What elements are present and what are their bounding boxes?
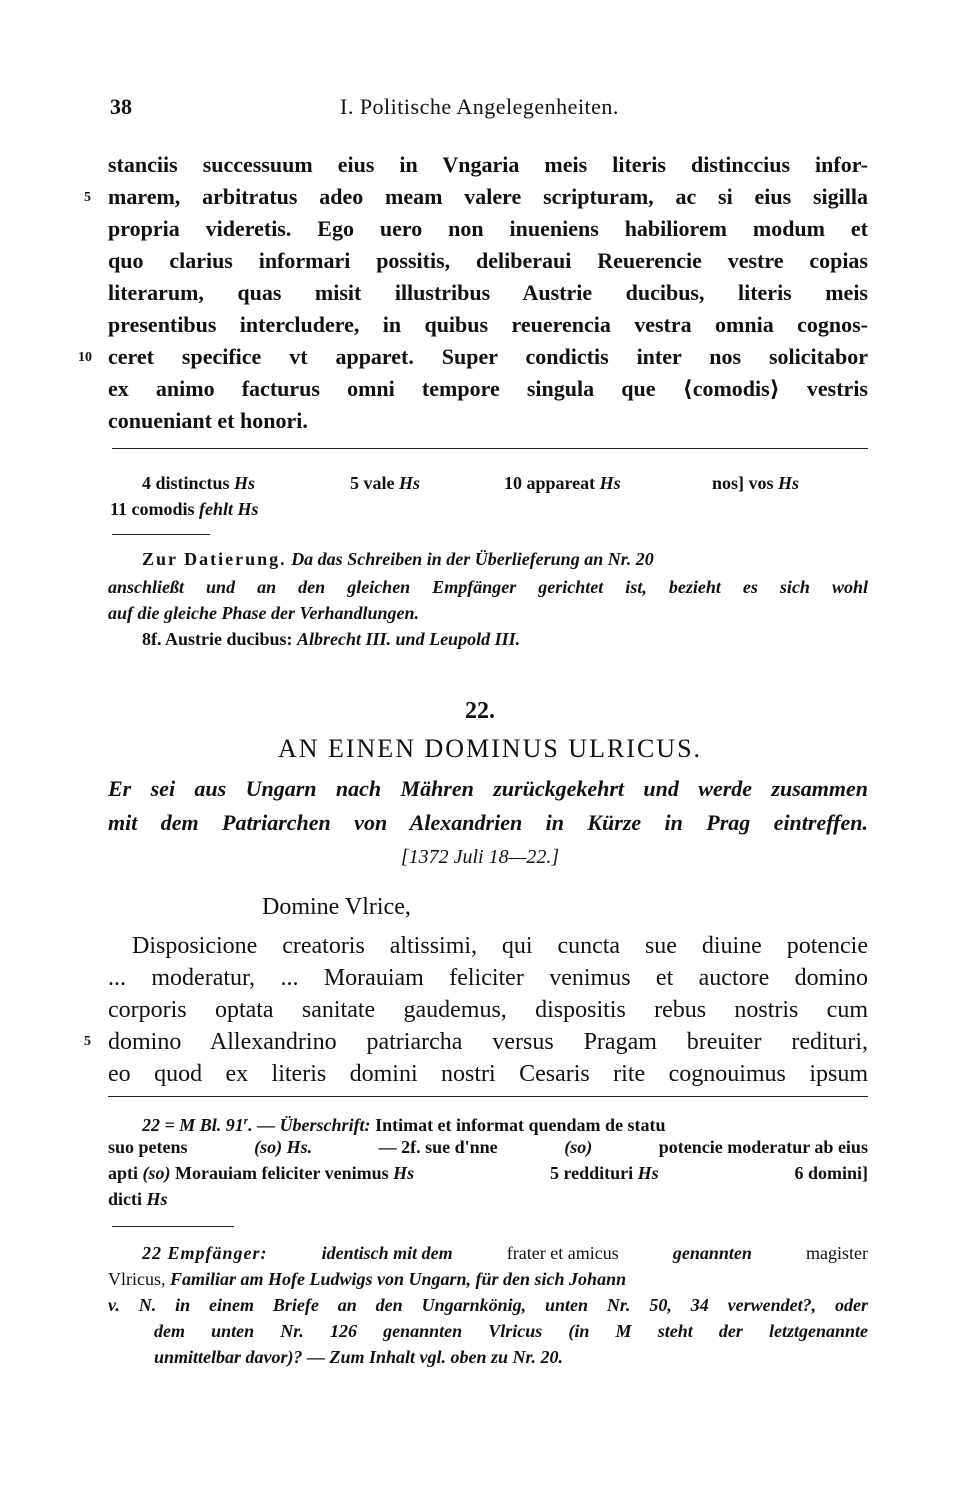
line-number: 5 [84, 1034, 91, 1049]
commentary-line: v. N. in einem Briefe an den Ungarnkönig, unten Nr. 50, 34 verwendet?, oder [108, 1295, 868, 1315]
apparatus-line: suo petens (so) Hs. — 2f. sue d'nne (so) potencie moderatur ab eius [108, 1137, 868, 1157]
running-title: I. Politische Angelegenheiten. [340, 94, 619, 119]
short-divider [112, 1226, 234, 1227]
dating-note-line: 8f. Austrie ducibus: Albrecht III. und Leupold III. [142, 629, 521, 649]
body-line: domino Allexandrino patriarcha versus Pragam breuiter redituri, [108, 1029, 868, 1055]
commentary-line: unmittelbar davor)? — Zum Inhalt vgl. oben zu Nr. 20. [154, 1347, 564, 1367]
dating-note-line: Zur Datierung. Da das Schreiben in der Überlieferung an Nr. 20 [142, 549, 654, 569]
body-line: stanciis successuum eius in Vngaria meis literis distinccius infor- [108, 152, 868, 177]
letter-summary: mit dem Patriarchen von Alexandrien in Kürze in Prag eintreffen. [108, 810, 868, 835]
divider [112, 448, 868, 449]
page-number: 38 [110, 94, 132, 119]
apparatus-line: apti (so) Morauiam feliciter venimus Hs 5 reddituri Hs 6 domini] [108, 1163, 868, 1183]
body-line: literarum, quas misit illustribus Austrie ducibus, literis meis [108, 280, 868, 305]
letter-summary: Er sei aus Ungarn nach Mähren zurückgekehrt und werde zusammen [108, 776, 868, 801]
dating-note-line: anschließt und an den gleichen Empfänger gerichtet ist, bezieht es sich wohl [108, 577, 868, 597]
line-number: 5 [84, 190, 91, 205]
commentary-line: Vlricus, Familiar am Hofe Ludwigs von Ungarn, für den sich Johann [108, 1269, 627, 1289]
salutation: Domine Vlrice, [262, 894, 411, 920]
apparatus-note: 11 comodis fehlt Hs [110, 499, 259, 519]
short-divider [112, 534, 210, 535]
apparatus-note: 5 vale Hs [350, 473, 421, 493]
body-line: presentibus intercludere, in quibus reuerencia vestra omnia cognos- [108, 312, 868, 337]
apparatus-line: dicti Hs [108, 1189, 168, 1209]
body-line: conueniant et honori. [108, 408, 308, 433]
letter-title: AN EINEN DOMINUS ULRICUS. [277, 734, 703, 763]
line-number: 10 [78, 350, 92, 365]
body-line: ... moderatur, ... Morauiam feliciter venimus et auctore domino [108, 965, 868, 991]
apparatus-line: 22 = M Bl. 91$^r$. — Überschrift: Intimat et informat quendam de statu [142, 1115, 666, 1135]
commentary-line: 22 Empfänger: identisch mit dem frater et amicus genannten magister [142, 1243, 868, 1263]
apparatus-note: nos] vos Hs [712, 473, 800, 493]
apparatus-note: 10 appareat Hs [504, 473, 621, 493]
dating-note-line: auf die gleiche Phase der Verhandlungen. [108, 603, 420, 623]
body-line: corporis optata sanitate gaudemus, dispositis rebus nostris cum [108, 997, 868, 1023]
body-line: marem, arbitratus adeo meam valere scripturam, ac si eius sigilla [108, 184, 868, 209]
letter-date: [1372 Juli 18—22.] [400, 846, 560, 868]
apparatus-note: 4 distinctus Hs [142, 473, 256, 493]
divider [108, 1096, 868, 1097]
body-line: propria videretis. Ego uero non inueniens habiliorem modum et [108, 216, 868, 241]
body-line: quo clarius informari possitis, deliberaui Reuerencie vestre copias [108, 248, 868, 273]
body-line: ceret specifice vt apparet. Super condictis inter nos solicitabor [108, 344, 868, 369]
commentary-line: dem unten Nr. 126 genannten Vlricus (in M steht der letztgenannte [154, 1321, 868, 1341]
body-line: ex animo facturus omni tempore singula que ⟨comodis⟩ vestris [108, 376, 868, 401]
body-line: Disposicione creatoris altissimi, qui cuncta sue diuine potencie [132, 933, 868, 959]
body-line: eo quod ex literis domini nostri Cesaris rite cognouimus ipsum [108, 1061, 868, 1087]
letter-number: 22. [465, 698, 495, 724]
